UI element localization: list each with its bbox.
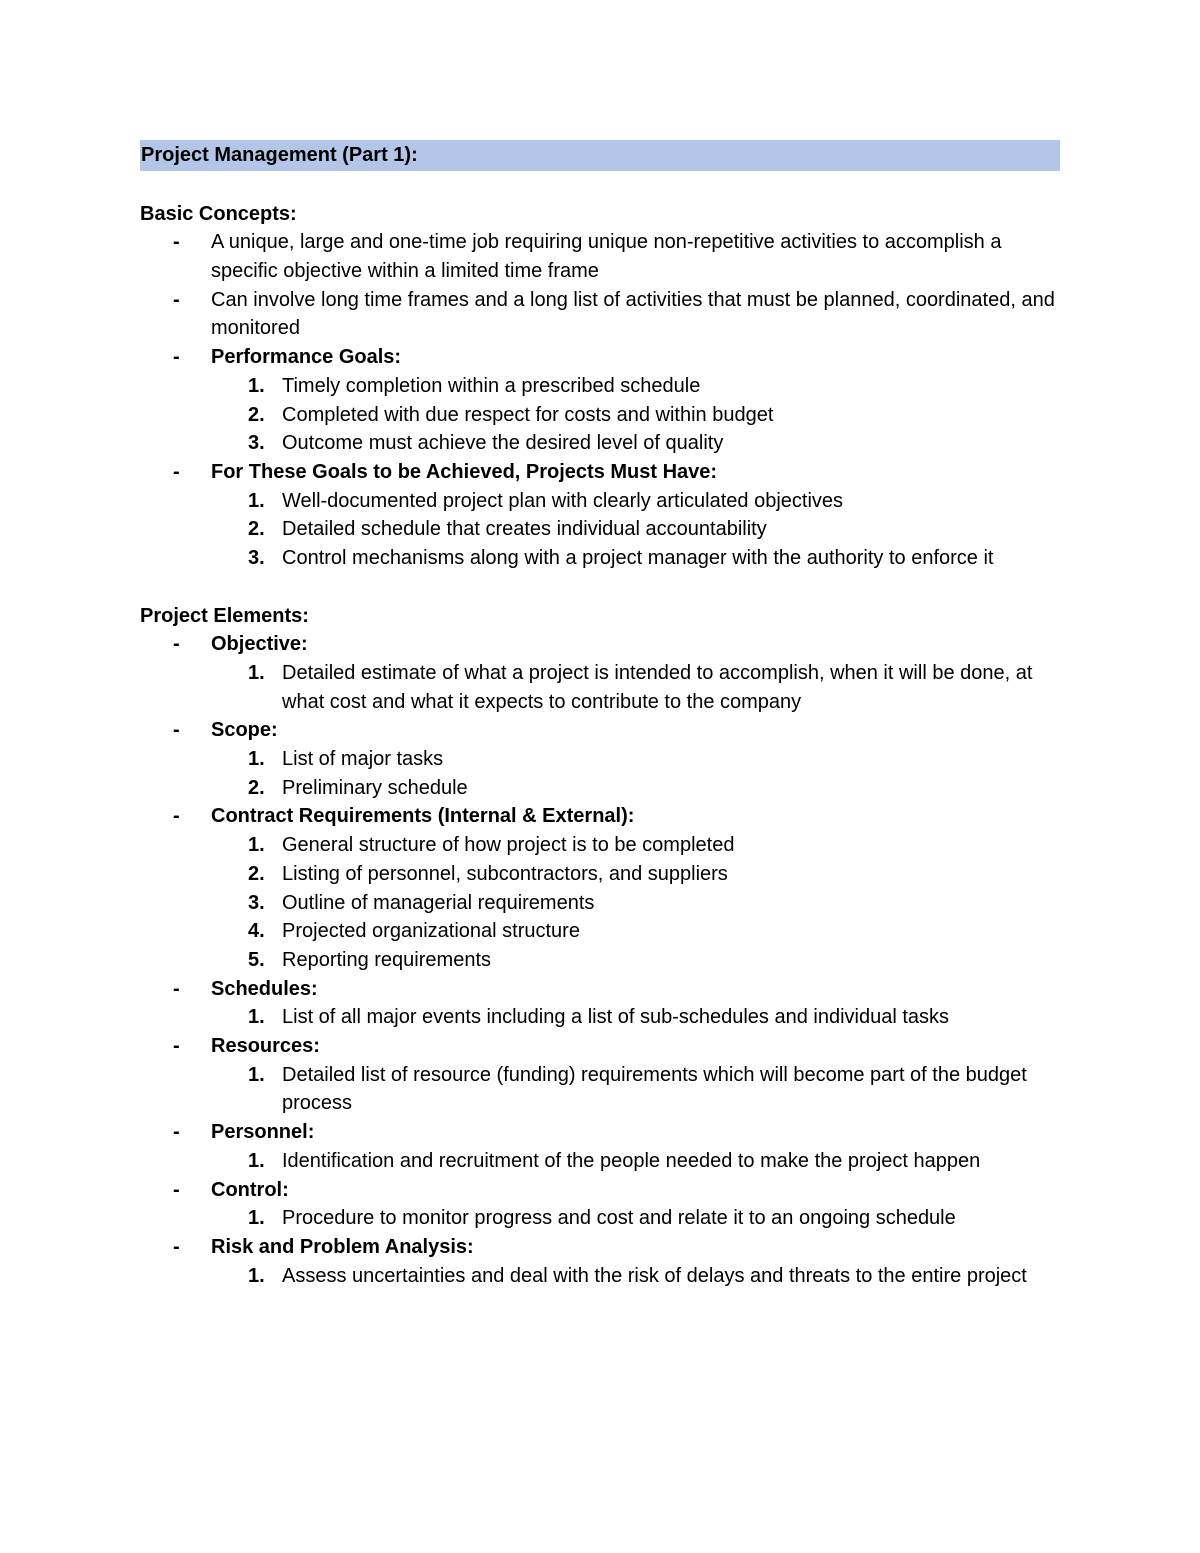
list-item-text: Can involve long time frames and a long list of activities that must be planned, coordinated, and monitored <box>211 288 1055 340</box>
list-item-text: Scope: <box>211 719 278 742</box>
list-item <box>140 802 1060 831</box>
numbered-item-text: Assess uncertainties and deal with the risk of delays and threats to the entire project <box>282 1264 1027 1287</box>
list-item <box>140 975 1060 1004</box>
numbered-item-body <box>211 487 1060 516</box>
dash-bullet: - <box>173 346 180 369</box>
numbered-item-body <box>211 745 1060 774</box>
spacer <box>140 171 1060 200</box>
numbered-list-item <box>140 372 1060 401</box>
item-number: 3. <box>248 891 265 914</box>
numbered-item-text: List of major tasks <box>282 748 444 770</box>
numbered-list-item <box>140 1061 1060 1118</box>
list-item <box>140 716 1060 745</box>
numbered-item-body <box>211 544 1060 573</box>
numbered-item-body <box>211 659 1060 716</box>
numbered-item-text: Listing of personnel, subcontractors, and suppliers <box>282 862 728 885</box>
dash-bullet: - <box>173 461 180 483</box>
numbered-item-text: Outline of managerial requirements <box>282 891 595 914</box>
list-item <box>140 228 1060 285</box>
numbered-item-body <box>211 1204 1060 1233</box>
list-item <box>140 1118 1060 1147</box>
item-number: 1. <box>248 1063 265 1086</box>
numbered-item-text: List of all major events including a list of sub-schedules and individual tasks <box>282 1006 950 1029</box>
numbered-list-item <box>140 774 1060 803</box>
numbered-item-body <box>211 1003 1060 1032</box>
numbered-list-item <box>140 831 1060 860</box>
bullet-list <box>140 630 1060 1290</box>
item-number: 1. <box>248 1149 265 1172</box>
numbered-item-text: Detailed estimate of what a project is intended to accomplish, when it will be done, at what cost and what it expects to contribute to the company <box>282 661 1033 713</box>
item-number: 1. <box>248 1207 265 1230</box>
dash-bullet: - <box>173 1121 180 1144</box>
item-number: 2. <box>248 862 265 885</box>
numbered-list-item <box>140 487 1060 516</box>
numbered-list-item <box>140 745 1060 774</box>
list-item-text: Resources: <box>211 1035 320 1058</box>
list-item <box>140 630 1060 659</box>
numbered-item-text: Timely completion within a prescribed schedule <box>282 374 701 397</box>
item-number: 3. <box>248 432 265 455</box>
list-item-text: Risk and Problem Analysis: <box>211 1235 474 1258</box>
numbered-item-text: Preliminary schedule <box>282 776 468 799</box>
numbered-list-item <box>140 860 1060 889</box>
numbered-item-body <box>211 774 1060 803</box>
numbered-item-body <box>211 429 1060 458</box>
numbered-item-text: Outcome must achieve the desired level of quality <box>282 432 724 455</box>
numbered-item-body <box>211 1147 1060 1176</box>
numbered-list-item <box>140 1003 1060 1032</box>
list-item-text: Objective: <box>211 633 308 656</box>
list-item-text: Performance Goals: <box>211 346 402 369</box>
numbered-list-item <box>140 659 1060 716</box>
numbered-item-body <box>211 831 1060 860</box>
numbered-item-body <box>211 372 1060 401</box>
item-number: 2. <box>248 776 265 799</box>
numbered-item-body <box>211 860 1060 889</box>
numbered-list-item <box>140 889 1060 918</box>
numbered-item-body <box>211 889 1060 918</box>
numbered-list-item <box>140 1204 1060 1233</box>
section-spacer <box>140 573 1060 602</box>
list-item-text: A unique, large and one-time job requiring unique non-repetitive activities to accomplish a specific objective within a limited time frame <box>211 231 1002 283</box>
list-item-text: Personnel: <box>211 1121 315 1144</box>
item-number: 1. <box>248 1264 265 1287</box>
item-number: 2. <box>248 518 265 541</box>
numbered-item-text: Well-documented project plan with clearly articulated objectives <box>282 489 844 512</box>
numbered-item-text: Completed with due respect for costs and within budget <box>282 403 774 426</box>
numbered-item-text: Control mechanisms along with a project manager with the authority to enforce it <box>282 547 994 570</box>
item-number: 1. <box>248 489 265 512</box>
item-number: 5. <box>248 948 265 971</box>
item-number: 1. <box>248 374 265 397</box>
dash-bullet: - <box>173 288 180 311</box>
numbered-item-body <box>211 1262 1060 1291</box>
numbered-item-text: Projected organizational structure <box>282 920 580 943</box>
dash-bullet: - <box>173 805 180 828</box>
item-number: 1. <box>248 661 265 684</box>
dash-bullet: - <box>173 231 180 254</box>
numbered-list-item <box>140 515 1060 544</box>
numbered-list-item <box>140 1262 1060 1291</box>
item-number: 1. <box>248 1006 265 1029</box>
numbered-list-item <box>140 401 1060 430</box>
numbered-list-item <box>140 544 1060 573</box>
bullet-list <box>140 228 1060 572</box>
dash-bullet: - <box>173 719 180 742</box>
numbered-list-item <box>140 1147 1060 1176</box>
numbered-list-item <box>140 429 1060 458</box>
numbered-item-text: General structure of how project is to be completed <box>282 834 735 857</box>
numbered-item-text: Detailed list of resource (funding) requirements which will become part of the budget process <box>282 1063 1027 1115</box>
list-item-text: For These Goals to be Achieved, Projects Must Have: <box>211 461 718 483</box>
list-item-text: Control: <box>211 1178 289 1201</box>
dash-bullet: - <box>173 1178 180 1201</box>
list-item <box>140 1233 1060 1262</box>
section-heading: Basic Concepts: <box>140 202 297 225</box>
numbered-item-text: Identification and recruitment of the people needed to make the project happen <box>282 1149 981 1172</box>
dash-bullet: - <box>173 1035 180 1058</box>
numbered-item-body <box>211 401 1060 430</box>
numbered-list-item <box>140 917 1060 946</box>
numbered-item-body <box>211 917 1060 946</box>
section-heading: Project Elements: <box>140 604 309 627</box>
dash-bullet: - <box>173 977 180 1000</box>
list-item <box>140 1176 1060 1205</box>
numbered-item-body <box>211 1061 1060 1118</box>
list-item-text: Schedules: <box>211 977 318 1000</box>
page-title: Project Management (Part 1): <box>140 140 1060 171</box>
item-number: 3. <box>248 547 265 570</box>
dash-bullet: - <box>173 1235 180 1258</box>
list-item <box>140 1032 1060 1061</box>
numbered-item-text: Procedure to monitor progress and cost and relate it to an ongoing schedule <box>282 1207 956 1230</box>
sections <box>140 200 1060 1291</box>
item-number: 1. <box>248 834 265 857</box>
document-content <box>140 140 1060 1290</box>
numbered-item-text: Detailed schedule that creates individual accountability <box>282 518 767 541</box>
item-number: 4. <box>248 920 265 943</box>
list-item <box>140 343 1060 372</box>
numbered-list-item <box>140 946 1060 975</box>
list-item <box>140 286 1060 343</box>
dash-bullet: - <box>173 633 180 656</box>
numbered-item-body <box>211 515 1060 544</box>
list-item-text: Contract Requirements (Internal & External): <box>211 805 635 828</box>
item-number: 1. <box>248 748 265 770</box>
list-item <box>140 458 1060 487</box>
numbered-item-body <box>211 946 1060 975</box>
item-number: 2. <box>248 403 265 426</box>
numbered-item-text: Reporting requirements <box>282 948 491 971</box>
